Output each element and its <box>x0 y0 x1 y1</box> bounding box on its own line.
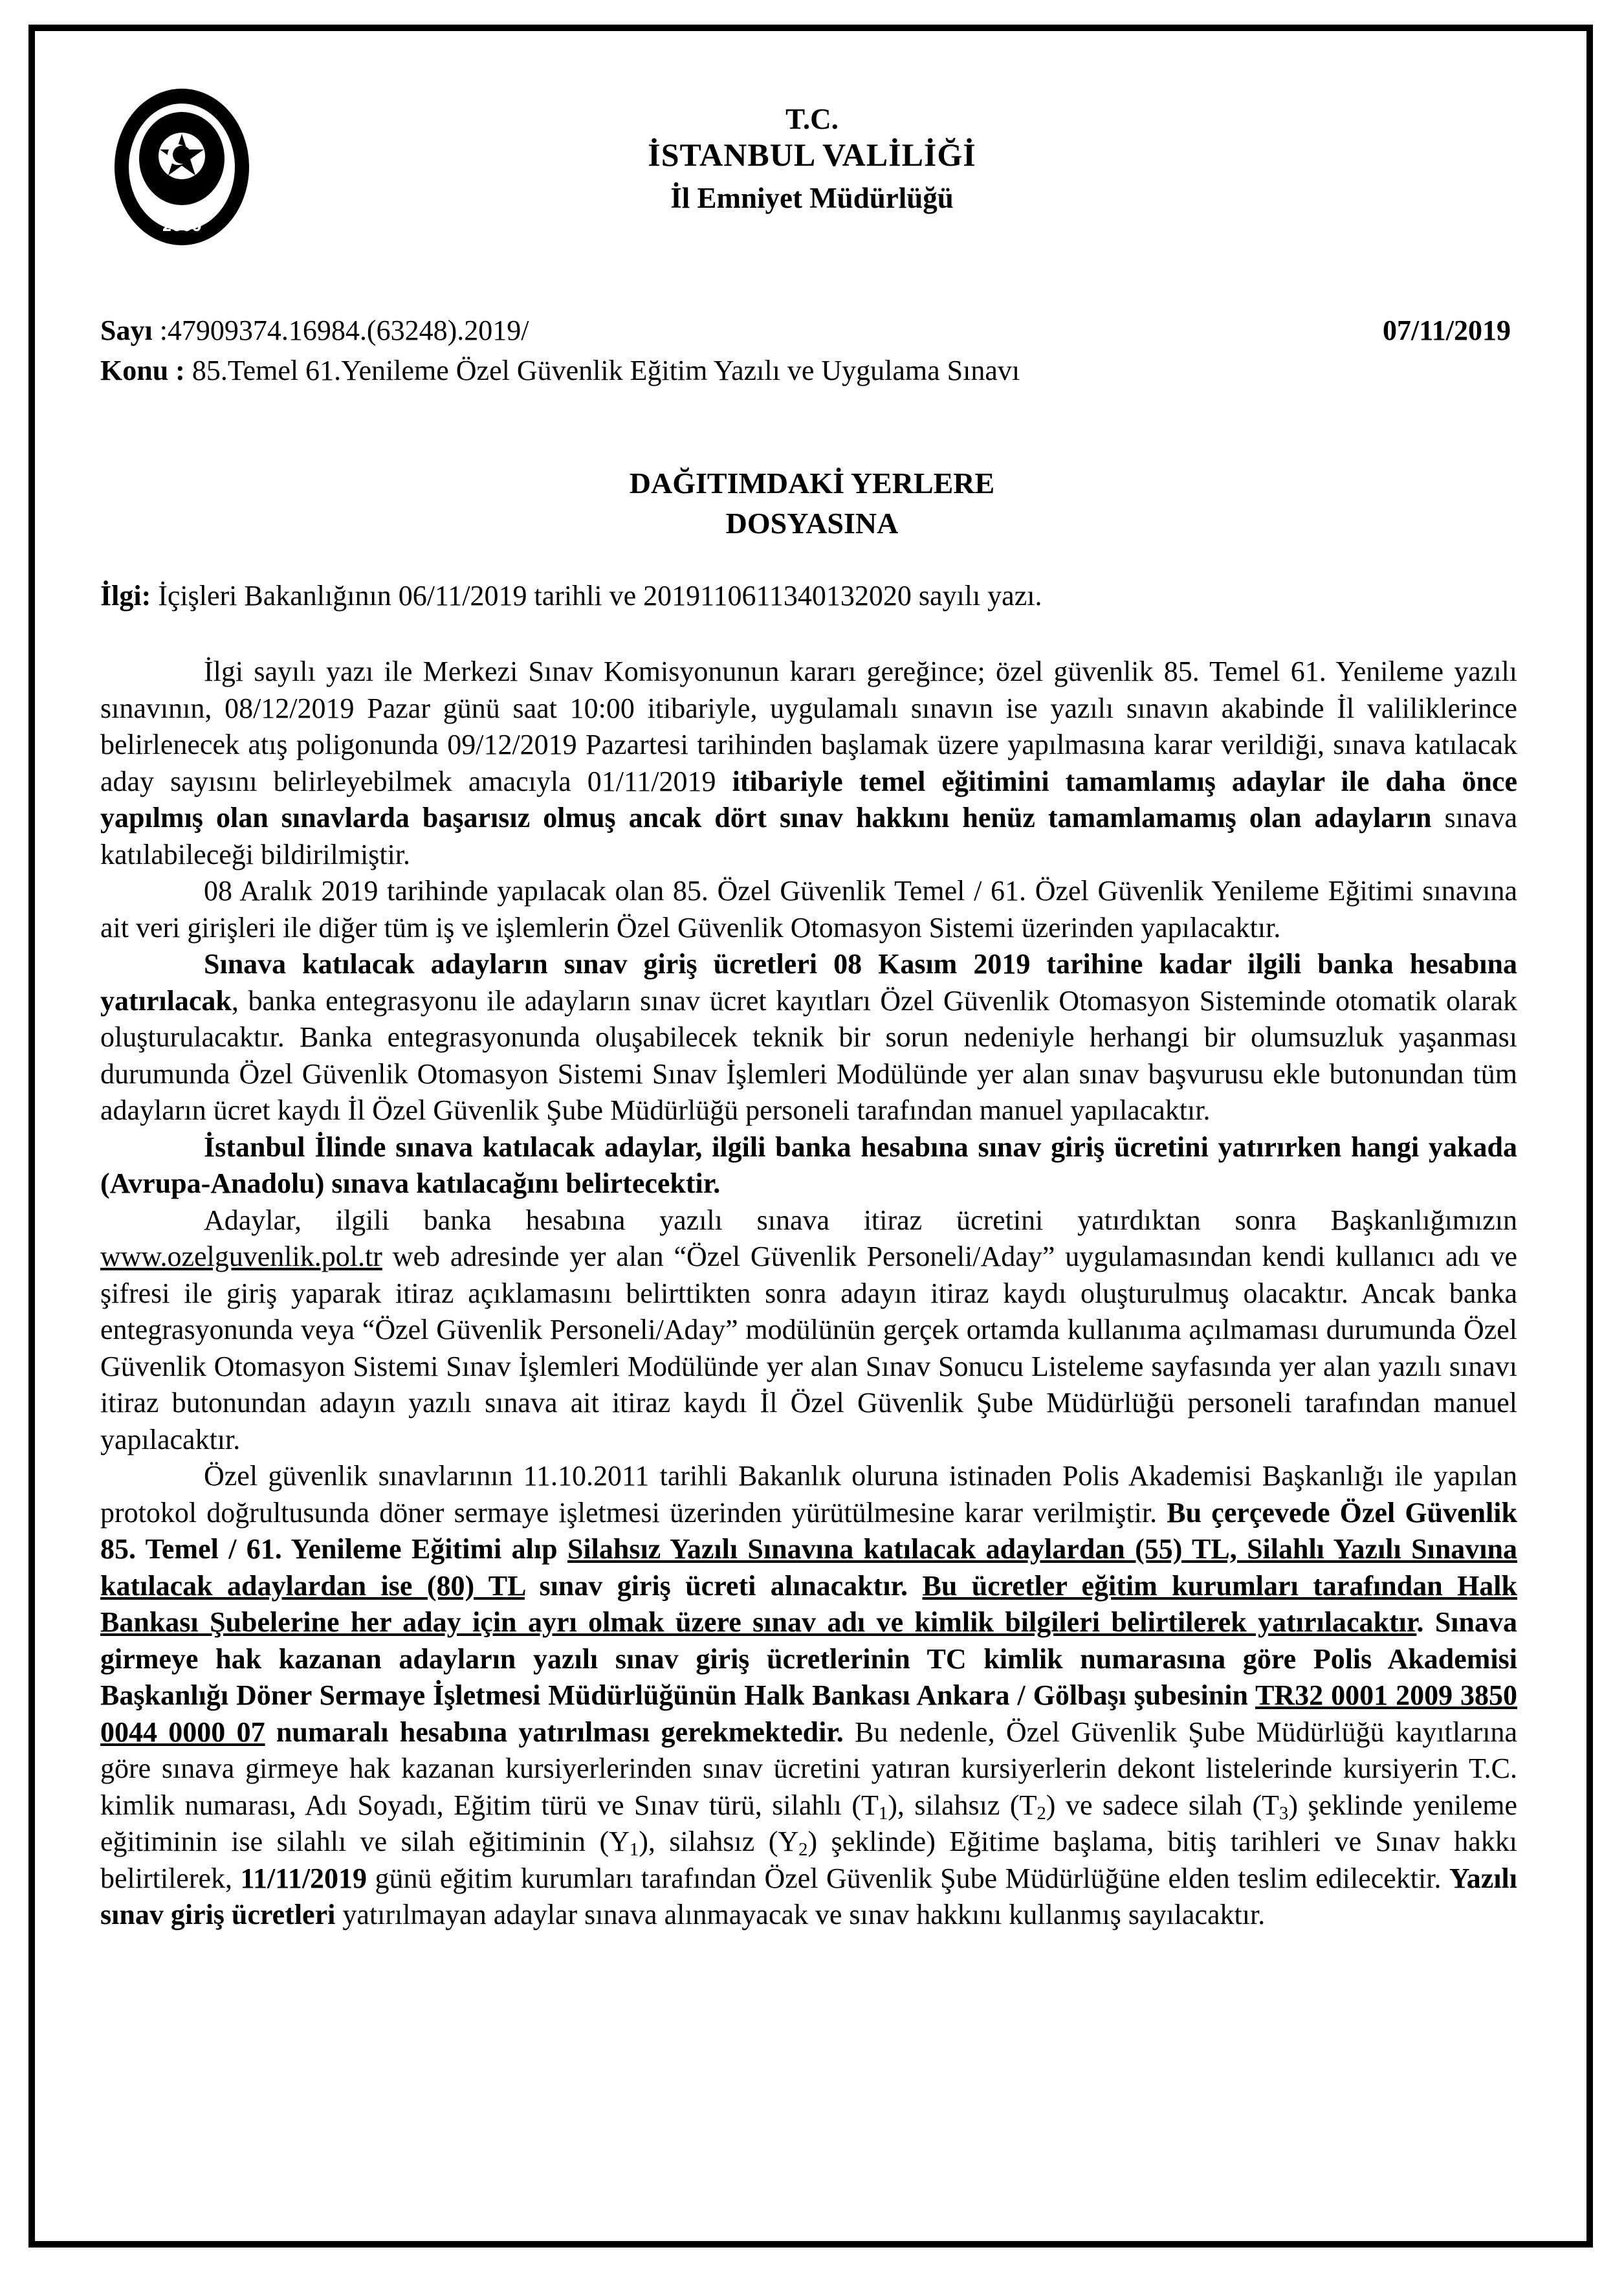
konu-label: Konu : <box>100 355 185 386</box>
p6-fee-underlined: Silahsız Yazılı Sınavına katılacak adaylardan (55) TL, Silahlı Yazılı Sınavına katılacak adaylardan ise (80) TL <box>100 1533 1517 1602</box>
p1-text: İlgi sayılı yazı ile Merkezi Sınav Komisyonunun kararı gereğince; özel güvenlik 85. Temel 61. Yenileme yazılı sınavının, 08/12/2019 Pazar günü saat 10:00 itibariyle, uygulamalı sınavın ise yazılı sınavın akabinde İl valiliklerince belirlenecek atış poligonunda 09/12/2019 Pazartesi tarihinden başlamak üzere yapılmasına karar verildiği, sınava katılacak aday sayısını belirleyebilmek amacıyla 01/11/2019 <box>100 656 1517 797</box>
p6-bold-h: numaralı hesabına yatırılması gerekmektedir. <box>265 1716 844 1748</box>
p6-bold-b: Bu çerçevede Özel Güvenlik 85. Temel / 61. Yenileme Eğitimi alıp <box>100 1496 1517 1565</box>
sayi-value: :47909374.16984.(63248).2019/ <box>159 315 529 346</box>
p5-text: Adaylar, ilgili banka hesabına yazılı sınava itiraz ücretini yatırdıktan sonra Başkanlığımızın <box>204 1204 1517 1236</box>
svg-text:2000: 2000 <box>162 219 202 235</box>
deadline-date: 11/11/2019 <box>240 1862 368 1894</box>
p6-bold-q: Yazılı sınav giriş ücretleri <box>100 1862 1517 1930</box>
header-department: İl Emniyet Müdürlüğü <box>670 182 954 214</box>
distribution-line-2: DOSYASINA <box>725 507 899 540</box>
paragraph-6 <box>100 1458 1517 1934</box>
p3-text: , banka entegrasyonu ile adayların sınav ücret kayıtları Özel Güvenlik Otomasyon Sisteminde otomatik olarak oluşturulacaktır. Banka entegrasyonunda oluşabilecek teknik bir sorun nedeniyle herhangi bir olumsuzluk yaşanması durumunda Özel Güvenlik Otomasyon Sistemi Sınav İşlemleri Modülünde yer alan sınav başvurusu ekle butonundan tüm adayların ücret kaydı İl Özel Güvenlik Şube Müdürlüğü personeli tarafından manuel yapılacaktır. <box>100 984 1517 1126</box>
meta-konu <box>100 354 1020 387</box>
paragraph-4: İstanbul İlinde sınava katılacak adaylar, ilgili banka hesabına sınav giriş ücretini yatırırken hangi yakada (Avrupa-Anadolu) sınava katılacağını belirtecektir. <box>100 1131 1517 1199</box>
document-body <box>100 654 1517 1934</box>
p1-tail: sınava katılabileceği bildirilmiştir. <box>100 802 1518 870</box>
sub-y1: 1 <box>629 1840 639 1861</box>
ilgi-text: İçişleri Bakanlığının 06/11/2019 tarihli ve 2019110611340132020 sayılı yazı. <box>151 580 1042 612</box>
konu-value: 85.Temel 61.Yenileme Özel Güvenlik Eğitim Yazılı ve Uygulama Sınavı <box>184 355 1020 386</box>
document-date: 07/11/2019 <box>1382 315 1511 346</box>
iban-number: TR32 0001 2009 3850 0044 0000 07 <box>100 1679 1518 1748</box>
p6-bold-f: . Sınava girmeye hak kazanan adayların yazılı sınav giriş ücretlerinin TC kimlik numarasına göre Polis Akademisi Başkanlığı Döner Sermaye İşletmesi Müdürlüğünün Halk Bankası Ankara / Gölbaşı şubesinin <box>100 1606 1518 1711</box>
p6-text-p: günü eğitim kurumları tarafından Özel Güvenlik Şube Müdürlüğüne elden teslim edilecektir. <box>367 1862 1449 1894</box>
p6-text-i: Bu nedenle, Özel Güvenlik Şube Müdürlüğü kayıtlarına göre sınava girmeye hak kazanan kursiyerlerinden sınav ücretini yatıran kursiyerlerin dekont listelerinde kursiyerin T.C. kimlik numarası, Adı Soyadı, Eğitim türü ve Sınav türü, silahlı (T <box>100 1716 1518 1821</box>
p6-text-j: ), silahsız (T <box>888 1789 1037 1821</box>
website-link[interactable]: www.ozelguvenlik.pol.tr <box>100 1241 382 1272</box>
p6-text-m: ), silahsız (Y <box>639 1826 799 1857</box>
paragraph-5 <box>100 1202 1517 1459</box>
p5-tail: web adresinde yer alan “Özel Güvenlik Personeli/Aday” uygulamasından kendi kullanıcı adı ve şifresi ile giriş yaparak itiraz açıklamasını belirttikten sonra adayın itiraz kaydı oluşturulmuş olacaktır. Ancak banka entegrasyonunda veya “Özel Güvenlik Personeli/Aday” modülünün gerçek ortamda kullanıma açılmaması durumunda Özel Güvenlik Otomasyon Sistemi Sınav İşlemleri Modülünde yer alan Sınav Sonucu Listeleme sayfasında yer alan yazılı sınavı itiraz butonundan adayın yazılı sınava ait itiraz kaydı İl Özel Güvenlik Şube Müdürlüğü personeli tarafından manuel yapılacaktır. <box>100 1241 1517 1455</box>
header-country: T.C. <box>785 103 839 135</box>
paragraph-1 <box>100 654 1517 873</box>
p6-bold-d: sınav giriş ücreti alınacaktır. <box>525 1569 923 1602</box>
p6-bank-underlined: Bu ücretler eğitim kurumları tarafından Halk Bankası Şubelerine her aday için ayrı olmak üzere sınav adı ve kimlik bilgileri belirtilerek yatırılacaktır <box>100 1569 1517 1638</box>
p6-text-n: ) şeklinde) Eğitime başlama, bitiş tarihleri ve Sınav hakkı belirtilerek, <box>100 1826 1517 1894</box>
paragraph-3 <box>100 946 1517 1129</box>
p3-bold: Sınava katılacak adayların sınav giriş ücretleri 08 Kasım 2019 tarihine kadar ilgili banka hesabına yatırılacak <box>100 948 1517 1017</box>
p6-text-l: ) şeklinde yenileme eğitiminin ise silahlı ve silah eğitiminin (Y <box>100 1789 1517 1857</box>
p6-text-k: ) ve sadece silah (T <box>1046 1789 1280 1821</box>
p1-bold: itibariyle temel eğitimini tamamlamış adaylar ile daha önce yapılmış olan sınavlarda başarısız olmuş ancak dört sınav hakkını henüz tamamlamamış olan adayların <box>100 765 1517 834</box>
header-office: İSTANBUL VALİLİĞİ <box>648 137 976 173</box>
distribution-line-1: DAĞITIMDAKİ YERLERE <box>629 467 995 500</box>
sub-y2: 2 <box>798 1840 808 1861</box>
sub-t2: 2 <box>1037 1803 1046 1824</box>
sub-t1: 1 <box>878 1803 888 1824</box>
sub-t3: 3 <box>1279 1803 1289 1824</box>
p6-text-a: Özel güvenlik sınavlarının 11.10.2011 tarihli Bakanlık oluruna istinaden Polis Akademisi Başkanlığı ile yapılan protokol doğrultusunda döner sermaye işletmesi üzerinden yürütülmesine karar verilmiştir. <box>100 1460 1517 1529</box>
ilgi-line <box>100 579 1042 612</box>
sayi-label: Sayı <box>100 315 153 346</box>
paragraph-2: 08 Aralık 2019 tarihinde yapılacak olan 85. Özel Güvenlik Temel / 61. Özel Güvenlik Yenileme Eğitimi sınavına ait veri girişleri ile diğer tüm iş ve işlemlerin Özel Güvenlik Otomasyon Sistemi üzerinden yapılacaktır. <box>100 875 1517 944</box>
ilgi-label: İlgi: <box>100 580 151 612</box>
meta-sayi <box>100 314 529 347</box>
p6-text-r: yatırılmayan adaylar sınava alınmayacak ve sınav hakkını kullanmış sayılacaktır. <box>335 1899 1266 1930</box>
